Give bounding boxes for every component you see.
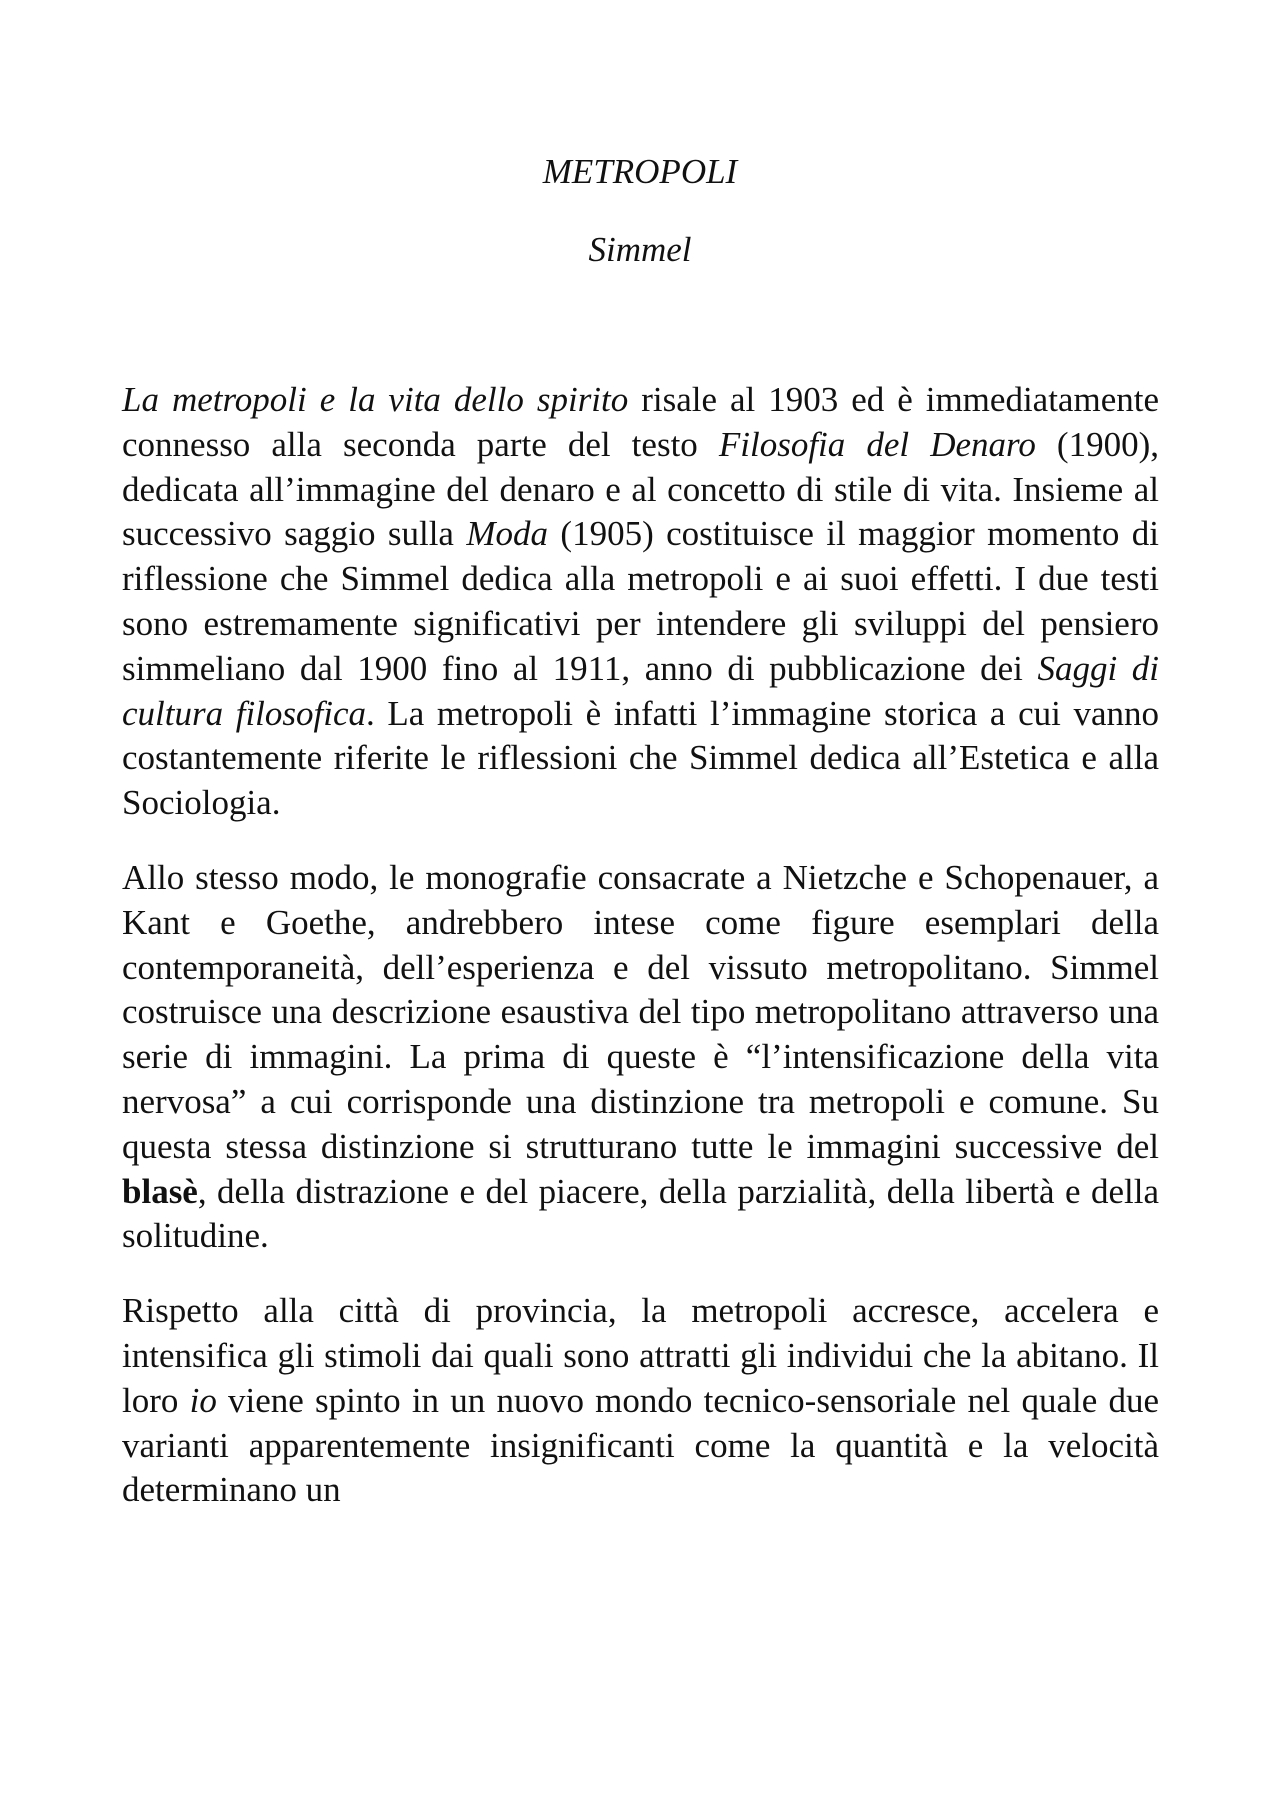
paragraph: [122, 856, 1159, 1259]
text-segment: (1900), dedicata all’immagine del denaro e al concetto di stile di vita. Insieme al successivo saggio sulla: [122, 424, 1159, 554]
document-author: Simmel: [588, 230, 692, 269]
text-segment: viene spinto in un nuovo mondo tecnico-sensoriale nel quale due varianti apparentemente insignificanti come la quantità e la velocità determinano un: [122, 1380, 1159, 1510]
text-segment: blasè: [122, 1171, 198, 1211]
text-segment: , della distrazione e del piacere, della parzialità, della libertà e della solitudine.: [122, 1171, 1159, 1256]
text-segment: risale al 1903 ed è immediatamente connesso alla seconda parte del testo: [122, 380, 1159, 464]
text-segment: Filosofia del Denaro: [718, 424, 1036, 464]
text-segment: Allo stesso modo, le monografie consacrate a Nietzche e Schopenauer, a Kant e Goethe, andrebbero intese come figure esemplari della contemporaneità, dell’esperienza e del vissuto metropolitano. Simmel costruisce una descrizione esaustiva del tipo metropolitano attraverso una serie di immagini. La prima di queste è “l’intensificazione della vita nervosa” a cui corrisponde una distinzione tra metropoli e comune. Su questa stessa distinzione si strutturano tutte le immagini successive del: [122, 857, 1159, 1166]
paragraph: [122, 1289, 1159, 1513]
document-body: [122, 378, 1159, 1543]
text-segment: Saggi di cultura filosofica: [122, 648, 1159, 733]
document-title: METROPOLI: [542, 152, 738, 191]
text-segment: Rispetto alla città di provincia, la metropoli accresce, accelera e intensifica gli stimoli dai quali sono attratti gli individui che la abitano. Il loro: [122, 1291, 1159, 1420]
text-segment: Moda: [466, 514, 549, 554]
text-segment: La metropoli e la vita dello spirito: [122, 380, 629, 419]
text-segment: . La metropoli è infatti l’immagine storica a cui vanno costantemente riferite le riflessioni che Simmel dedica all’Estetica e alla Sociologia.: [122, 693, 1159, 823]
text-segment: io: [189, 1380, 217, 1420]
paragraph: [122, 378, 1159, 826]
text-segment: (1905) costituisce il maggior momento di riflessione che Simmel dedica alla metropoli e ai suoi effetti. I due testi sono estremamente significativi per intendere gli sviluppi del pensiero simmeliano dal 1900 fino al 1911, anno di pubblicazione dei: [122, 514, 1159, 688]
